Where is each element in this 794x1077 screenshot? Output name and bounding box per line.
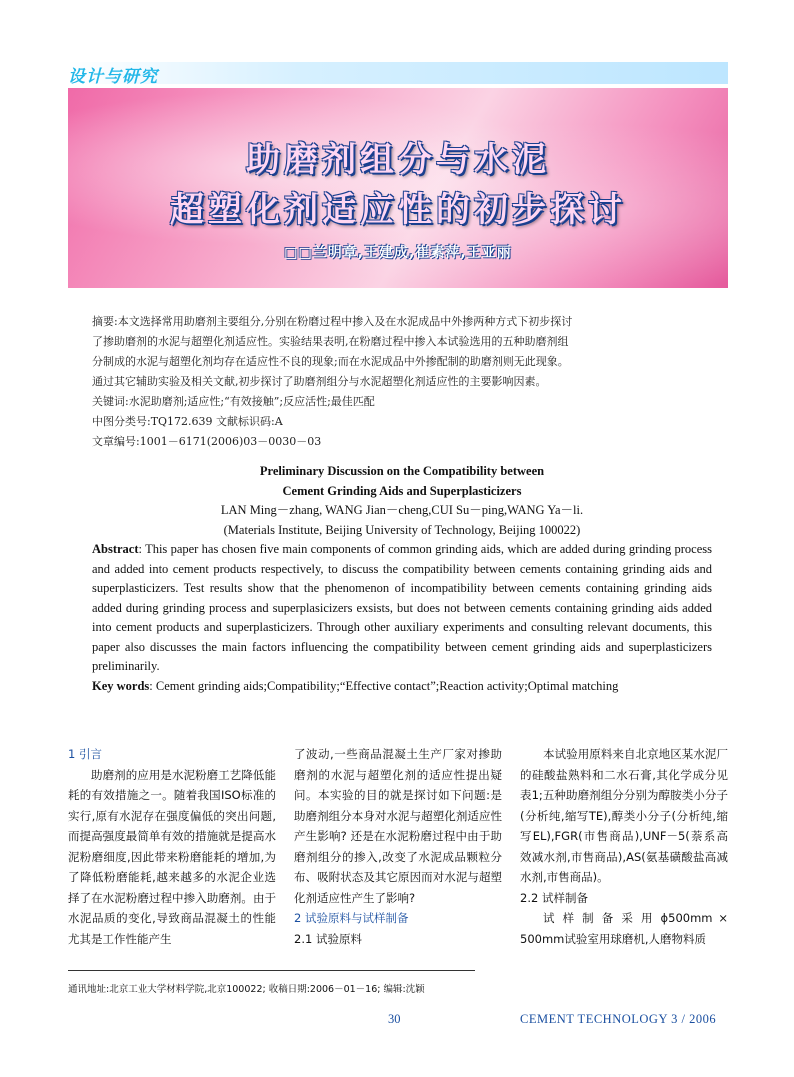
abstract-text: : This paper has chosen five main components of common grinding aids, which are added during grinding process and added into cement products respectively, to discuss the compatibility between cements containing grinding aids and superplasticizers. Test results show that the phenomenon of incompatibility between cements containing grinding aids added during grinding process and superplasicizers exsists, but does not between cements containing grinding aids added into cement products and superplasticizers. Through other auxiliary experiments and consulting relevant documents, this paper also discusses the main factors influencing the compatibility between cement grinding aids and superplasticizers preliminarily.	[92, 542, 712, 673]
chinese-title-line-1: 助磨剂组分与水泥	[246, 140, 550, 180]
section-tag: 设计与研究	[68, 67, 158, 87]
section-heading-intro: 1 引言	[68, 747, 102, 761]
chinese-abstract-line: 分制成的水泥与超塑化剂均存在适应性不良的现象;而在水泥成品中外掺配制的助磨剂则无此现象。	[92, 355, 569, 368]
chinese-abstract-line: 通过其它辅助实验及相关文献,初步探讨了助磨剂组分与水泥超塑化剂适应性的主要影响因素。	[92, 375, 547, 388]
body-column-3	[520, 744, 728, 949]
keywords-label: Key words	[92, 678, 150, 693]
title-banner	[68, 88, 728, 288]
subsection-heading-sample-prep: 2.2 试样制备	[520, 890, 588, 905]
footnote-rule	[68, 970, 475, 971]
english-abstract-section	[92, 462, 712, 696]
page-number: 30	[388, 1012, 401, 1026]
chinese-keywords: 关键词:水泥助磨剂;适应性;“有效接触”;反应活性;最佳匹配	[92, 395, 375, 408]
body-paragraph: 本试验用原料来自北京地区某水泥厂的硅酸盐熟料和二水石膏,其化学成分见表1;五种助磨剂组分分别为醇胺类小分子(分析纯,缩写TE),醇类小分子(分析纯,缩写EL),FGR(市售商品),UNF－5(萘系高效减水剂,市售商品),AS(氨基磺酸盐高减水剂,市售商品)。	[520, 747, 728, 884]
chinese-abstract	[92, 312, 712, 452]
chinese-abstract-line: 摘要:本文选择常用助磨剂主要组分,分别在粉磨过程中掺入及在水泥成品中外掺两种方式下初步探讨	[92, 315, 573, 328]
body-column-1	[68, 744, 276, 949]
english-keywords	[92, 677, 712, 697]
section-tag-bar	[68, 62, 728, 87]
english-authors: LAN Ming－zhang, WANG Jian－cheng,CUI Su－ping,WANG Ya－li.	[220, 503, 584, 517]
abstract-label: Abstract	[92, 542, 139, 556]
subsection-heading-raw-materials: 2.1 试验原料	[294, 931, 362, 946]
journal-name: CEMENT TECHNOLOGY 3 / 2006	[520, 1012, 717, 1026]
body-column-2	[294, 744, 502, 949]
body-paragraph: 了波动,一些商品混凝土生产厂家对掺助磨剂的水泥与超塑化剂的适应性提出疑问。本实验的目的就是探讨如下问题:是助磨剂组分本身对水泥与超塑化剂适应性产生影响? 还是在水泥粉磨过程中由于助磨剂组分的掺入,改变了水泥成品颗粒分布、吸附状态及其它原因而对水泥与超塑化剂适应性产生了影响?	[294, 747, 502, 905]
english-title-line-1: Preliminary Discussion on the Compatibility between	[259, 464, 545, 478]
chinese-abstract-line: 了掺助磨剂的水泥与超塑化剂适应性。实验结果表明,在粉磨过程中掺入本试验选用的五种助磨剂组	[92, 335, 569, 348]
classification-number: 中图分类号:TQ172.639 文献标识码:A	[92, 415, 283, 428]
english-title-line-2: Cement Grinding Aids and Superplasticizers	[282, 483, 522, 498]
body-paragraph: 试 样 制 备 采 用 ϕ500mm × 500mm试验室用球磨机,人磨物料质	[520, 911, 728, 946]
english-affiliation: (Materials Institute, Beijing University of Technology, Beijing 100022)	[223, 522, 581, 537]
chinese-authors: □□兰明章,王建成,崔素萍,王亚丽	[284, 245, 512, 261]
article-number: 文章编号:1001－6171(2006)03－0030－03	[92, 435, 322, 448]
section-heading-materials: 2 试验原料与试样制备	[294, 911, 409, 925]
body-paragraph: 助磨剂的应用是水泥粉磨工艺降低能耗的有效措施之一。随着我国ISO标准的实行,原有水泥存在强度偏低的突出问题,而提高强度最简单有效的措施就是提高水泥粉磨细度,因此带来粉磨能耗的增加,为了降低粉磨能耗,越来越多的水泥企业选择了在水泥粉磨过程中掺入助磨剂。由于水泥品质的变化,导致商品混凝土的性能尤其是工作性能产生	[68, 767, 276, 946]
keywords-text: : Cement grinding aids;Compatibility;“Effective contact”;Reaction activity;Optimal matching	[149, 678, 619, 693]
english-abstract	[92, 540, 712, 677]
chinese-title-line-2: 超塑化剂适应性的初步探讨	[170, 190, 626, 230]
footnote: 通讯地址:北京工业大学材料学院,北京100022; 收稿日期:2006－01－16; 编辑:沈颖	[68, 984, 425, 995]
